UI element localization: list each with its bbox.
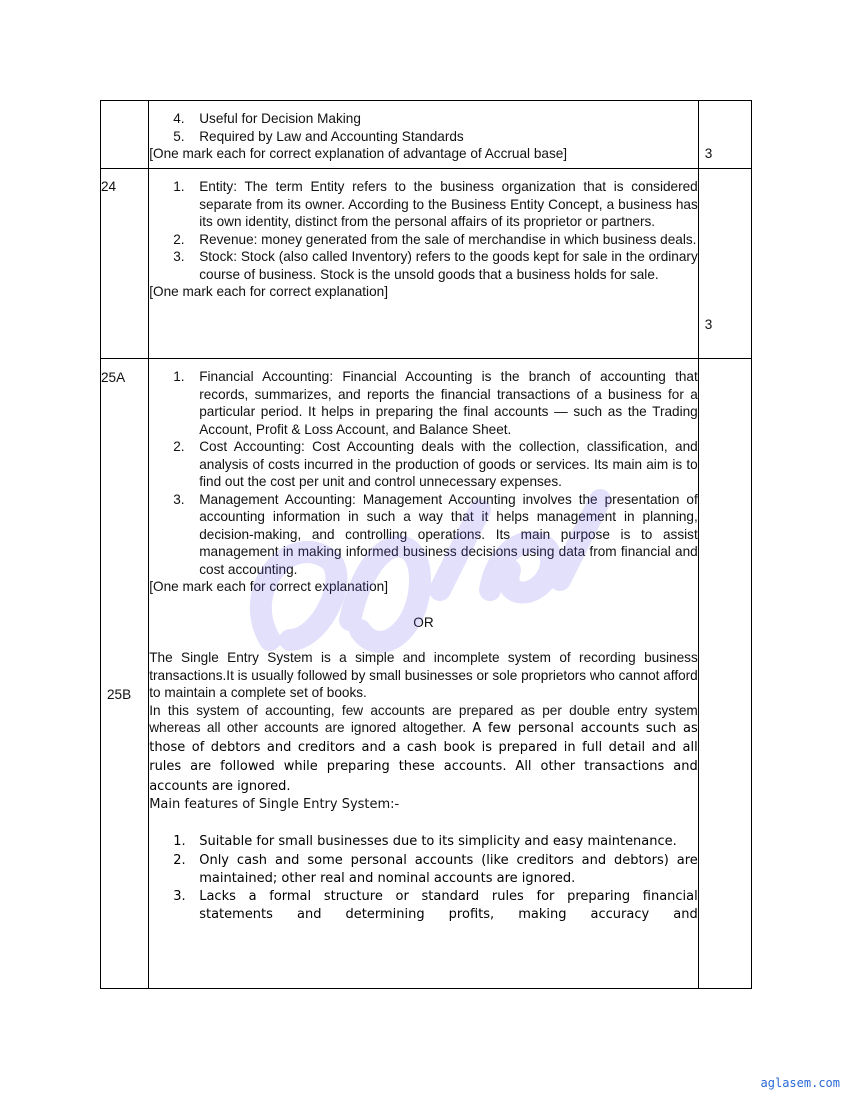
list-item (149, 231, 698, 249)
point-text: Management Accounting: Management Accounting involves the presentation of accounting information in such a way that it helps management in planning, decision-making, and controlling operations. Its main purpose is to assist management in making informed business decisions using data from financial and cost accounting. (199, 491, 698, 577)
marking-note: [One mark each for correct explanation] (149, 579, 388, 594)
list-item (149, 888, 698, 924)
marks-cell (698, 359, 751, 989)
paragraph-text: In this system of accounting, few accounts are prepared as per double entry system whereas all other accounts are ignored altogether. (149, 702, 698, 735)
point-text: Financial Accounting: Financial Accounting is the branch of accounting that records, summarizes, and reports the financial transactions of a business for a particular period. It helps in preparing the final accounts — such as the Trading Account, Profit & Loss Account, and Balance Sheet. (199, 369, 698, 437)
point-number: 2. (173, 439, 185, 454)
point-number: 3. (173, 888, 186, 904)
question-number-cell (101, 359, 149, 989)
features-heading: Main features of Single Entry System:- (149, 796, 400, 812)
question-number: 25B (107, 687, 132, 702)
point-text: Lacks a formal structure or standard rules for preparing financial statements and determining profits, making accuracy and (199, 888, 698, 923)
answer-cell (149, 101, 699, 169)
marking-note: [One mark each for correct explanation of advantage of Accrual base] (149, 146, 568, 161)
marks-value: 3 (704, 146, 713, 161)
answer-points (149, 368, 698, 578)
marks-cell (698, 101, 751, 169)
point-text: Required by Law and Accounting Standards (199, 128, 464, 144)
answer-cell (149, 359, 699, 989)
list-item (149, 178, 698, 231)
answer-cell (149, 169, 699, 359)
feature-points (149, 833, 698, 924)
paragraph-text: A few personal accounts such as those of debtors and creditors and a cash book is prepared in full detail and all rules are followed while preparing these accounts. All other transactions and accounts are ignored. (149, 721, 698, 794)
list-item (149, 248, 698, 283)
answer-paragraph (149, 649, 698, 702)
point-text: Stock: Stock (also called Inventory) refers to the goods kept for sale in the ordinary course of business. Stock is the unsold goods that a business holds for sale. (199, 249, 698, 282)
point-number: 1. (173, 179, 185, 194)
footer-site-name: aglasem.com (760, 1076, 840, 1090)
point-text: Entity: The term Entity refers to the business organization that is considered separate from its owner. According to the Business Entity Concept, a business has its own identity, distinct from the personal affairs of its proprietor or partners. (199, 179, 698, 229)
table-row (101, 359, 752, 989)
point-number: 1. (173, 369, 185, 384)
list-item (149, 491, 698, 579)
or-separator: OR (413, 614, 434, 630)
point-number: 2. (173, 231, 185, 247)
table-row (101, 101, 752, 169)
answer-points (149, 110, 698, 145)
list-item (149, 852, 698, 888)
marks-cell (698, 169, 751, 359)
question-number-cell (101, 169, 149, 359)
paragraph-text: The Single Entry System is a simple and incomplete system of recording business transactions.It is usually followed by small businesses or sole proprietors who cannot afford to maintain a complete set of books. (149, 650, 698, 700)
point-number: 5. (173, 128, 185, 144)
question-number: 24 (101, 179, 117, 194)
point-number: 4. (173, 111, 185, 126)
point-text: Revenue: money generated from the sale of merchandise in which business deals. (199, 231, 697, 247)
point-number: 3. (173, 491, 185, 507)
marks-value: 3 (704, 317, 713, 332)
point-text: Suitable for small businesses due to its simplicity and easy maintenance. (199, 834, 677, 850)
point-number: 1. (173, 834, 186, 850)
point-number: 3. (173, 249, 185, 264)
marking-note: [One mark each for correct explanation] (149, 284, 388, 299)
list-item (149, 833, 698, 851)
list-item (149, 438, 698, 491)
table-row (101, 169, 752, 359)
answer-points (149, 178, 698, 283)
answer-paragraph (149, 702, 698, 796)
list-item (149, 128, 698, 146)
list-item (149, 368, 698, 438)
point-number: 2. (173, 852, 186, 868)
question-number: 25A (101, 370, 126, 385)
point-text: Useful for Decision Making (199, 111, 361, 126)
question-number-cell (101, 101, 149, 169)
point-text: Cost Accounting: Cost Accounting deals with the collection, classification, and analysis of costs incurred in the production of goods or services. Its main aim is to find out the cost per unit and control unnecessary expenses. (199, 439, 698, 489)
point-text: Only cash and some personal accounts (like creditors and debtors) are maintained; other real and nominal accounts are ignored. (199, 852, 698, 886)
list-item (149, 110, 698, 128)
answer-table (100, 100, 752, 989)
